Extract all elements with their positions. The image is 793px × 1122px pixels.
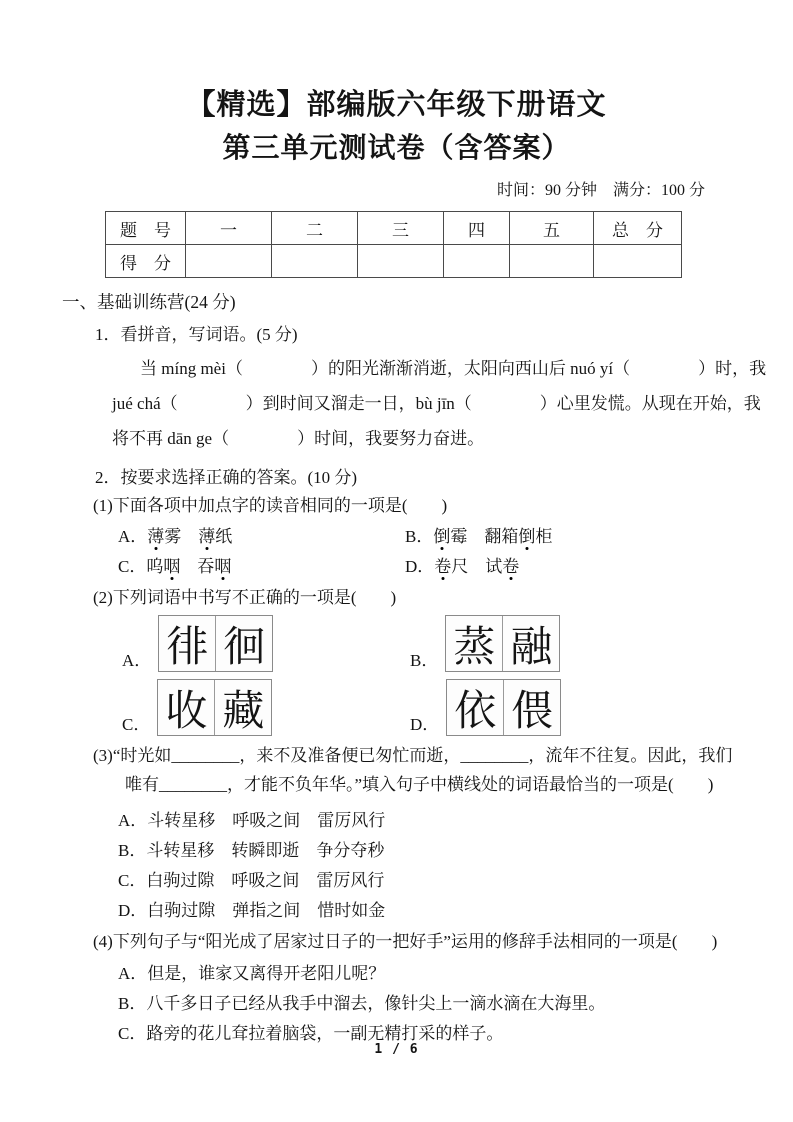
passage-line: 将不再 dān ge（ ）时间，我要努力奋进。	[112, 429, 485, 448]
option-a: A．但是，谁家又离得开老阳儿呢？	[118, 964, 386, 983]
boxed-word-option	[410, 615, 793, 672]
character-cell: 融	[502, 616, 559, 671]
character-cell: 徘	[166, 624, 209, 671]
word-image-box	[446, 679, 561, 736]
dotted-character: 卷	[434, 557, 452, 576]
dotted-character: 卷	[502, 557, 520, 576]
question2-3-options	[118, 806, 793, 926]
word-image-box	[157, 679, 272, 736]
paper-meta: 时间：90 分钟 满分：100 分	[496, 182, 705, 199]
word-image-box	[158, 615, 273, 672]
option-a: A．斗转星移 呼吸之间 雷厉风行	[118, 811, 386, 830]
option-d: D．白驹过隙 弹指之间 惜时如金	[118, 901, 386, 920]
option-label: C．	[118, 557, 147, 576]
boxed-word-option	[122, 679, 410, 736]
score-cell-empty	[510, 245, 594, 278]
score-header-label: 题 号	[106, 212, 186, 245]
option: B．倒霉 翻箱倒柜	[405, 527, 553, 546]
question2-3-stem-line2: 唯有________，才能不负年华。”填入句子中横线处的词语最恰当的一项是( )	[125, 775, 714, 794]
score-cell-empty	[186, 245, 272, 278]
score-table-score-row	[106, 245, 682, 278]
score-cell-empty	[444, 245, 510, 278]
option-b: B．斗转星移 转瞬即逝 争分夺秒	[118, 841, 385, 860]
score-cell-empty	[358, 245, 444, 278]
score-table-header-row	[106, 212, 682, 245]
question2-3-stem-line1: (3)“时光如________，来不及准备便已匆忙而逝，________，流年不往复。因此，我们	[93, 746, 733, 765]
option-label: B．	[410, 651, 439, 670]
page-number: 1 / 6	[374, 1042, 419, 1057]
character-cell: 藏	[214, 680, 271, 735]
question2-1-options	[118, 522, 793, 582]
option-label: A．	[122, 651, 152, 670]
dotted-character: 咽	[214, 557, 232, 576]
option-label: B．	[405, 527, 434, 546]
score-header-total: 总 分	[594, 212, 682, 245]
option-label: D．	[410, 715, 440, 734]
word-image-box	[445, 615, 560, 672]
dotted-character: 薄	[198, 527, 216, 546]
question1-title: 1．看拼音，写词语。(5 分)	[95, 325, 298, 344]
question1-pinyin-passage	[112, 351, 793, 456]
question2-1-stem: (1)下面各项中加点字的读音相同的一项是( )	[93, 496, 448, 515]
score-header-col3: 三	[358, 212, 444, 245]
option-c: C．白驹过隙 呼吸之间 雷厉风行	[118, 871, 385, 890]
score-row-label: 得 分	[106, 245, 186, 278]
score-header-col1: 一	[186, 212, 272, 245]
dotted-character: 倒	[518, 527, 536, 546]
score-cell-empty	[272, 245, 358, 278]
character-cell: 收	[165, 688, 208, 735]
dotted-character: 薄	[147, 527, 165, 546]
option: C．呜咽 吞咽	[118, 557, 232, 576]
score-cell-empty	[594, 245, 682, 278]
option-label: A．	[118, 527, 148, 546]
option-b: B．八千多日子已经从我手中溜去，像针尖上一滴水滴在大海里。	[118, 994, 606, 1013]
character-cell: 偎	[503, 680, 560, 735]
option-label: D．	[405, 557, 435, 576]
option-label: C．	[122, 715, 151, 734]
character-cell: 徊	[215, 616, 272, 671]
question2-title: 2．按要求选择正确的答案。(10 分)	[95, 468, 358, 487]
character-cell: 依	[454, 688, 497, 735]
dotted-character: 咽	[163, 557, 181, 576]
dotted-character: 倒	[433, 527, 451, 546]
passage-line: jué chá（ ）到时间又溜走一日，bù jīn（ ）心里发慌。从现在开始，我	[112, 394, 761, 413]
option-c: C．路旁的花儿耷拉着脑袋，一副无精打采的样子。	[118, 1024, 504, 1043]
score-table	[105, 211, 682, 278]
score-header-col5: 五	[510, 212, 594, 245]
question2-4-options	[118, 959, 793, 1049]
section1-heading: 一、基础训练营(24 分)	[62, 292, 236, 312]
character-cell: 蒸	[453, 624, 496, 671]
paper-title-line2: 第三单元测试卷（含答案）	[222, 132, 571, 163]
question2-2-stem: (2)下列词语中书写不正确的一项是( )	[93, 588, 397, 607]
option: D．卷尺 试卷	[405, 557, 520, 576]
boxed-word-option	[122, 615, 410, 672]
score-header-col2: 二	[272, 212, 358, 245]
paper-title-line1: 【精选】部编版六年级下册语文	[186, 89, 607, 121]
passage-line: 当 míng mèi（ ）的阳光渐渐消逝，太阳向西山后 nuó yí（ ）时，我	[140, 359, 767, 378]
question2-4-stem: (4)下列句子与“阳光成了居家过日子的一把好手”运用的修辞手法相同的一项是( )	[93, 932, 718, 951]
score-header-col4: 四	[444, 212, 510, 245]
boxed-word-option	[410, 679, 793, 736]
question2-2-options	[122, 615, 793, 736]
option: A．薄雾 薄纸	[118, 527, 233, 546]
